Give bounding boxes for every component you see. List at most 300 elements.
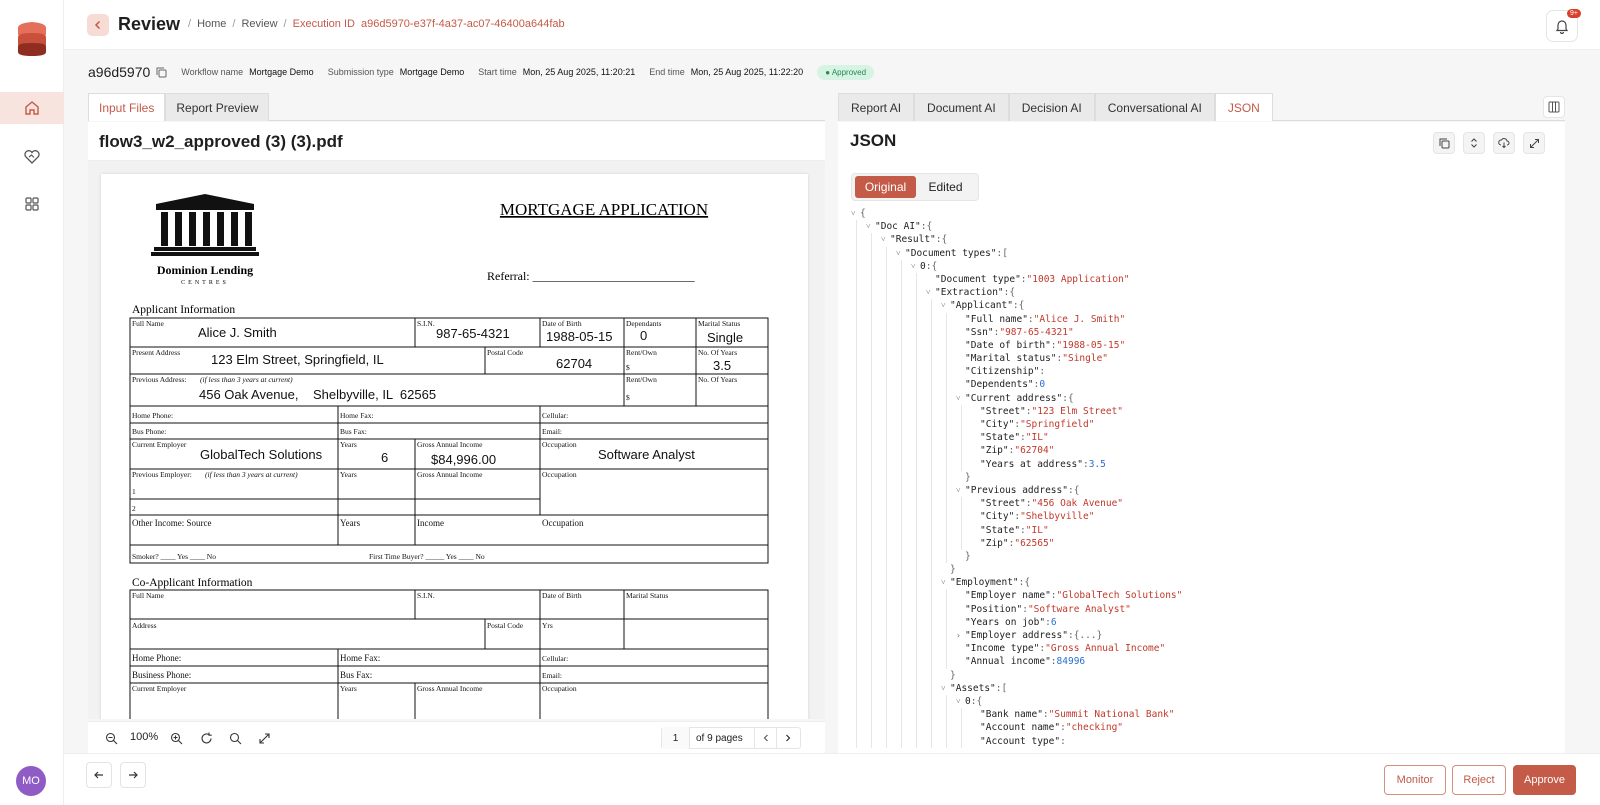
indent-guide [856, 695, 857, 708]
top-bar [64, 0, 1600, 50]
indent-guide [856, 458, 857, 471]
next-record-button[interactable] [120, 762, 146, 788]
json-bracket: } [965, 471, 971, 483]
chevron-down-icon[interactable]: ˅ [851, 209, 856, 218]
tab-report-preview[interactable]: Report Preview [165, 93, 269, 121]
json-key: "City" [980, 511, 1015, 523]
json-colon: : [1060, 735, 1066, 747]
json-string-value: "GlobalTech Solutions" [1056, 590, 1183, 602]
indent-guide [931, 576, 932, 589]
json-colon: : [1008, 537, 1015, 549]
indent-guide [946, 655, 947, 668]
json-tree-row [851, 616, 1551, 629]
indent-guide [946, 735, 947, 748]
chevron-down-icon[interactable]: ˅ [956, 485, 961, 495]
json-tree [851, 207, 1551, 753]
indent-guide [946, 471, 947, 484]
brand-name: Dominion Lending [156, 263, 254, 277]
tab-report-ai[interactable]: Report AI [838, 93, 914, 121]
copy-json-button[interactable] [1433, 132, 1455, 154]
app-logo[interactable] [14, 20, 50, 58]
json-colon: : [1056, 353, 1063, 365]
tab-document-ai[interactable]: Document AI [914, 93, 1009, 121]
json-string-value: "62565" [1014, 537, 1055, 549]
json-tree-row[interactable] [851, 260, 1551, 273]
notifications-button[interactable] [1546, 10, 1578, 42]
breadcrumb-separator: / [283, 18, 287, 30]
json-bracket: {...} [1073, 630, 1103, 641]
indent-guide [856, 497, 857, 510]
json-string-value: "456 Oak Avenue" [1031, 498, 1124, 510]
back-button[interactable] [87, 14, 109, 36]
co-label-sin: S.I.N. [417, 591, 435, 600]
indent-guide [886, 563, 887, 576]
json-tree-row[interactable] [851, 695, 1551, 708]
indent-guide [916, 378, 917, 391]
indent-guide [871, 537, 872, 550]
indent-guide [961, 721, 962, 734]
indent-guide [856, 233, 857, 246]
indent-guide [886, 576, 887, 589]
indent-guide [856, 721, 857, 734]
json-bracket: { [1073, 484, 1080, 496]
indent-guide [886, 642, 887, 655]
indent-guide [886, 326, 887, 339]
indent-guide [901, 708, 902, 721]
indent-guide [871, 365, 872, 378]
json-key: "Account name" [980, 722, 1061, 734]
indent-guide [871, 484, 872, 497]
indent-guide [961, 497, 962, 510]
json-colon: : [1008, 445, 1015, 457]
next-page-button[interactable] [776, 727, 798, 749]
chevron-down-icon[interactable]: ˅ [941, 578, 946, 588]
breadcrumb-home[interactable]: Home [197, 18, 227, 30]
json-colon: : [970, 695, 977, 707]
indent-guide [946, 550, 947, 563]
label-dollar-2: $ [626, 393, 630, 402]
label-previous-address: Previous Address: [132, 375, 187, 384]
columns-icon [1548, 101, 1560, 113]
label-full-name: Full Name [132, 319, 164, 328]
indent-guide [901, 735, 902, 748]
indent-guide [946, 326, 947, 339]
indent-guide [901, 286, 902, 299]
tab-decision-ai[interactable]: Decision AI [1009, 93, 1095, 121]
co-label-cellular: Cellular: [542, 654, 569, 663]
co-label-marital: Marital Status [626, 591, 669, 600]
indent-guide [871, 471, 872, 484]
indent-guide [886, 365, 887, 378]
indent-guide [916, 616, 917, 629]
prev-page-button[interactable] [754, 727, 776, 749]
indent-guide [946, 352, 947, 365]
left-tab-bar [88, 93, 825, 121]
coapplicant-grid [130, 590, 768, 719]
indent-guide [901, 352, 902, 365]
indent-guide [856, 655, 857, 668]
indent-guide [961, 444, 962, 457]
split-view-button[interactable] [1543, 96, 1565, 118]
json-colon: : [1020, 524, 1026, 536]
indent-guide [871, 524, 872, 537]
json-colon: : [1039, 366, 1046, 378]
indent-guide [946, 721, 947, 734]
indent-guide [886, 458, 887, 471]
download-button[interactable] [1493, 132, 1515, 154]
indent-guide [916, 537, 917, 550]
indent-guide [916, 642, 917, 655]
indent-guide [946, 378, 947, 391]
indent-guide [856, 642, 857, 655]
indent-guide [946, 365, 947, 378]
indent-guide [961, 735, 962, 748]
chevron-down-icon[interactable]: ˅ [911, 261, 916, 271]
json-colon: : [1067, 630, 1074, 641]
indent-guide [916, 682, 917, 695]
json-viewer [838, 122, 1565, 753]
indent-guide [946, 642, 947, 655]
json-colon: : [935, 234, 942, 246]
pdf-viewer[interactable] [88, 161, 825, 719]
toggle-original[interactable]: Original [855, 176, 916, 198]
chevron-down-icon[interactable]: ˅ [896, 248, 901, 258]
pdf-page [101, 174, 808, 719]
file-name: flow3_w2_approved (3) (3).pdf [99, 132, 343, 151]
indent-guide [901, 418, 902, 431]
indent-guide [946, 405, 947, 418]
copy-icon[interactable] [156, 67, 167, 78]
json-key: "Dependents" [965, 379, 1034, 391]
indent-guide [856, 550, 857, 563]
json-colon: : [1050, 339, 1057, 351]
start-time-value: Mon, 25 Aug 2025, 11:20:21 [522, 67, 636, 77]
json-tree-row[interactable] [851, 576, 1551, 589]
json-key: "Years at address" [980, 458, 1083, 470]
indent-guide [871, 682, 872, 695]
indent-guide [916, 431, 917, 444]
json-key: "Zip" [980, 537, 1009, 549]
indent-guide [871, 458, 872, 471]
indent-guide [946, 524, 947, 537]
indent-guide [886, 550, 887, 563]
indent-guide [901, 339, 902, 352]
indent-guide [871, 418, 872, 431]
chevrons-up-down-icon [1469, 138, 1479, 148]
indent-guide [946, 418, 947, 431]
json-bracket: { [860, 208, 866, 219]
indent-guide [931, 537, 932, 550]
indent-guide [931, 392, 932, 405]
indent-guide [856, 708, 857, 721]
json-tree-row [851, 655, 1551, 668]
indent-guide [946, 708, 947, 721]
chevron-down-icon[interactable]: ˅ [926, 288, 931, 298]
json-tree-row[interactable] [851, 392, 1551, 405]
chevron-left-icon [93, 20, 103, 30]
label-occupation-3: Occupation [542, 518, 584, 528]
json-colon: : [995, 682, 1002, 694]
indent-guide [901, 524, 902, 537]
json-bracket: { [941, 234, 948, 246]
user-avatar[interactable]: MO [16, 766, 46, 796]
pdf-toolbar [88, 721, 825, 753]
indent-guide [931, 497, 932, 510]
expand-collapse-button[interactable] [1463, 132, 1485, 154]
json-string-value: "IL" [1025, 432, 1049, 444]
indent-guide [916, 352, 917, 365]
co-label-postal: Postal Code [487, 621, 524, 630]
breadcrumb-execution-id: a96d5970-e37f-4a37-ac07-46400a644fab [360, 18, 565, 30]
zoom-level: 100% [130, 731, 159, 743]
json-key: "Street" [980, 498, 1026, 510]
indent-guide [931, 589, 932, 602]
indent-guide [886, 260, 887, 273]
chevron-right-icon[interactable]: › [956, 631, 961, 640]
grid-icon [24, 196, 40, 212]
arrow-left-icon [93, 769, 105, 781]
chevron-down-icon[interactable]: ˅ [956, 393, 961, 403]
indent-guide [856, 431, 857, 444]
indent-guide [946, 510, 947, 523]
json-tree-row[interactable] [851, 220, 1551, 233]
json-colon: : [1025, 498, 1032, 510]
indent-guide [886, 682, 887, 695]
indent-guide [871, 576, 872, 589]
tab-json[interactable]: JSON [1215, 93, 1273, 121]
indent-guide [916, 286, 917, 299]
indent-guide [871, 273, 872, 286]
json-tree-row [851, 418, 1551, 431]
zoom-out-button[interactable] [103, 730, 119, 746]
pdf-form-svg [101, 174, 808, 719]
search-button[interactable] [227, 730, 243, 746]
indent-guide [886, 392, 887, 405]
toggle-edited[interactable]: Edited [928, 180, 963, 194]
value-address: 123 Elm Street, Springfield, IL [211, 352, 384, 367]
submission-label: Submission type [327, 67, 394, 77]
json-key: "Citizenship" [965, 366, 1040, 378]
label-previous-employer-note: (if less than 3 years at current) [205, 470, 298, 479]
chevron-down-icon[interactable]: ˅ [866, 222, 871, 232]
json-string-value: "Summit National Bank" [1048, 709, 1175, 721]
page-navigator [661, 727, 801, 749]
indent-guide [871, 616, 872, 629]
breadcrumb-review[interactable]: Review [241, 18, 278, 30]
co-label-full-name: Full Name [132, 591, 164, 600]
indent-guide [871, 603, 872, 616]
json-tree-row[interactable] [851, 207, 1551, 220]
indent-guide [916, 655, 917, 668]
json-key: "Employment" [950, 577, 1019, 589]
json-string-value: "IL" [1025, 524, 1049, 536]
indent-guide [946, 444, 947, 457]
json-tree-row [851, 735, 1551, 748]
workflow-label: Workflow name [181, 67, 244, 77]
indent-guide [961, 405, 962, 418]
indent-guide [916, 418, 917, 431]
indent-guide [856, 418, 857, 431]
label-sin: S.I.N. [417, 319, 435, 328]
indent-guide [901, 365, 902, 378]
indent-guide [931, 721, 932, 734]
json-key: "Ssn" [965, 326, 994, 338]
json-key: 0 [965, 695, 971, 707]
chevron-down-icon[interactable]: ˅ [941, 683, 946, 693]
nav-home[interactable] [0, 92, 64, 124]
json-key: "Income type" [965, 643, 1040, 655]
indent-guide [856, 616, 857, 629]
indent-guide [916, 589, 917, 602]
json-tree-row [851, 642, 1551, 655]
json-tree-row[interactable] [851, 299, 1551, 312]
indent-guide [901, 589, 902, 602]
co-label-gross-income: Gross Annual Income [417, 684, 483, 693]
indent-guide [916, 313, 917, 326]
indent-guide [871, 339, 872, 352]
json-tree-row [851, 273, 1551, 286]
search-icon [229, 732, 242, 745]
indent-guide [886, 603, 887, 616]
json-tree-row[interactable] [851, 629, 1551, 642]
reject-button[interactable]: Reject [1452, 765, 1506, 795]
indent-guide [886, 444, 887, 457]
coapplicant-section-title: Co-Applicant Information [132, 577, 253, 589]
indent-guide [931, 458, 932, 471]
indent-guide [916, 405, 917, 418]
co-label-occupation: Occupation [542, 684, 577, 693]
indent-guide [931, 735, 932, 748]
page-number-input[interactable]: 1 [662, 727, 690, 749]
label-row-2: 2 [132, 504, 136, 513]
indent-guide [856, 286, 857, 299]
tab-conversational-ai[interactable]: Conversational AI [1095, 93, 1215, 121]
indent-guide [901, 576, 902, 589]
json-key: "Extraction" [935, 287, 1004, 299]
rotate-button[interactable] [198, 730, 214, 746]
indent-guide [856, 378, 857, 391]
indent-guide [916, 563, 917, 576]
json-key: "Marital status" [965, 353, 1057, 365]
coapplicant-labels [132, 591, 668, 693]
indent-guide [931, 603, 932, 616]
json-colon: : [1050, 590, 1057, 602]
indent-guide [901, 484, 902, 497]
label-dollar: $ [626, 363, 630, 372]
indent-guide [916, 576, 917, 589]
label-rent-own: Rent/Own [626, 348, 657, 357]
label-years: Years [340, 440, 357, 449]
indent-guide [946, 629, 947, 642]
indent-guide [901, 326, 902, 339]
indent-guide [856, 735, 857, 748]
json-colon: : [1033, 379, 1040, 391]
json-string-value: "1988-05-15" [1056, 339, 1126, 351]
indent-guide [901, 273, 902, 286]
indent-guide [961, 458, 962, 471]
file-header [88, 122, 825, 161]
json-bracket: { [1067, 392, 1074, 404]
indent-guide [856, 484, 857, 497]
value-previous-address: 456 Oak Avenue, Shelbyville, IL 62565 [199, 387, 437, 402]
maximize-button[interactable] [1523, 132, 1545, 154]
json-key: "City" [980, 419, 1015, 430]
fullscreen-button[interactable] [256, 730, 272, 746]
value-dob: 1988-05-15 [546, 329, 613, 344]
indent-guide [856, 326, 857, 339]
monitor-button[interactable]: Monitor [1384, 765, 1446, 795]
indent-guide [871, 286, 872, 299]
zoom-in-button[interactable] [168, 730, 184, 746]
indent-guide [916, 365, 917, 378]
indent-guide [901, 405, 902, 418]
tab-input-files[interactable]: Input Files [88, 93, 165, 121]
json-tree-row[interactable] [851, 247, 1551, 260]
previous-record-button[interactable] [86, 762, 112, 788]
json-tree-row[interactable] [851, 682, 1551, 695]
indent-guide [961, 510, 962, 523]
arrow-right-icon [127, 769, 139, 781]
json-tree-row[interactable] [851, 484, 1551, 497]
indent-guide [916, 392, 917, 405]
json-tree-row[interactable] [851, 286, 1551, 299]
indent-guide [886, 510, 887, 523]
json-colon: : [1062, 392, 1068, 404]
json-colon: : [1022, 603, 1028, 615]
nav-review[interactable] [0, 141, 64, 173]
indent-guide [916, 326, 917, 339]
chevron-down-icon[interactable]: ˅ [956, 696, 961, 706]
indent-guide [931, 682, 932, 695]
end-time-label: End time [649, 67, 685, 77]
indent-guide [871, 497, 872, 510]
nav-apps[interactable] [0, 188, 64, 220]
indent-guide [946, 589, 947, 602]
indent-guide [901, 299, 902, 312]
label-row-1: 1 [132, 487, 136, 496]
zoom-in-icon [170, 732, 183, 745]
indent-guide [871, 431, 872, 444]
end-time-value: Mon, 25 Aug 2025, 11:22:20 [690, 67, 804, 77]
page-title: Review [118, 14, 181, 34]
indent-guide [961, 708, 962, 721]
chevron-down-icon[interactable]: ˅ [941, 301, 946, 311]
bell-icon [1554, 18, 1570, 34]
json-key: "Date of birth" [965, 339, 1051, 351]
indent-guide [946, 497, 947, 510]
json-key: "Document types" [905, 247, 997, 259]
indent-guide [946, 537, 947, 550]
indent-guide [871, 444, 872, 457]
indent-guide [856, 682, 857, 695]
label-years-3: Years [340, 518, 361, 528]
json-bracket: { [926, 221, 933, 233]
json-tree-row[interactable] [851, 233, 1551, 246]
json-key: "Position" [965, 603, 1023, 615]
json-key: "Assets" [950, 682, 996, 694]
label-previous-note: (if less than 3 years at current) [200, 375, 293, 384]
label-bus-phone: Bus Phone: [132, 427, 167, 436]
workflow-value: Mortgage Demo [249, 67, 314, 77]
indent-guide [856, 524, 857, 537]
json-colon: : [1042, 709, 1049, 721]
json-tree-row [851, 431, 1551, 444]
chevron-down-icon[interactable]: ˅ [881, 235, 886, 245]
json-string-value: "Alice J. Smith" [1033, 313, 1126, 325]
json-tree-row [851, 339, 1551, 352]
approve-button[interactable]: Approve [1513, 765, 1576, 795]
indent-guide [901, 563, 902, 576]
